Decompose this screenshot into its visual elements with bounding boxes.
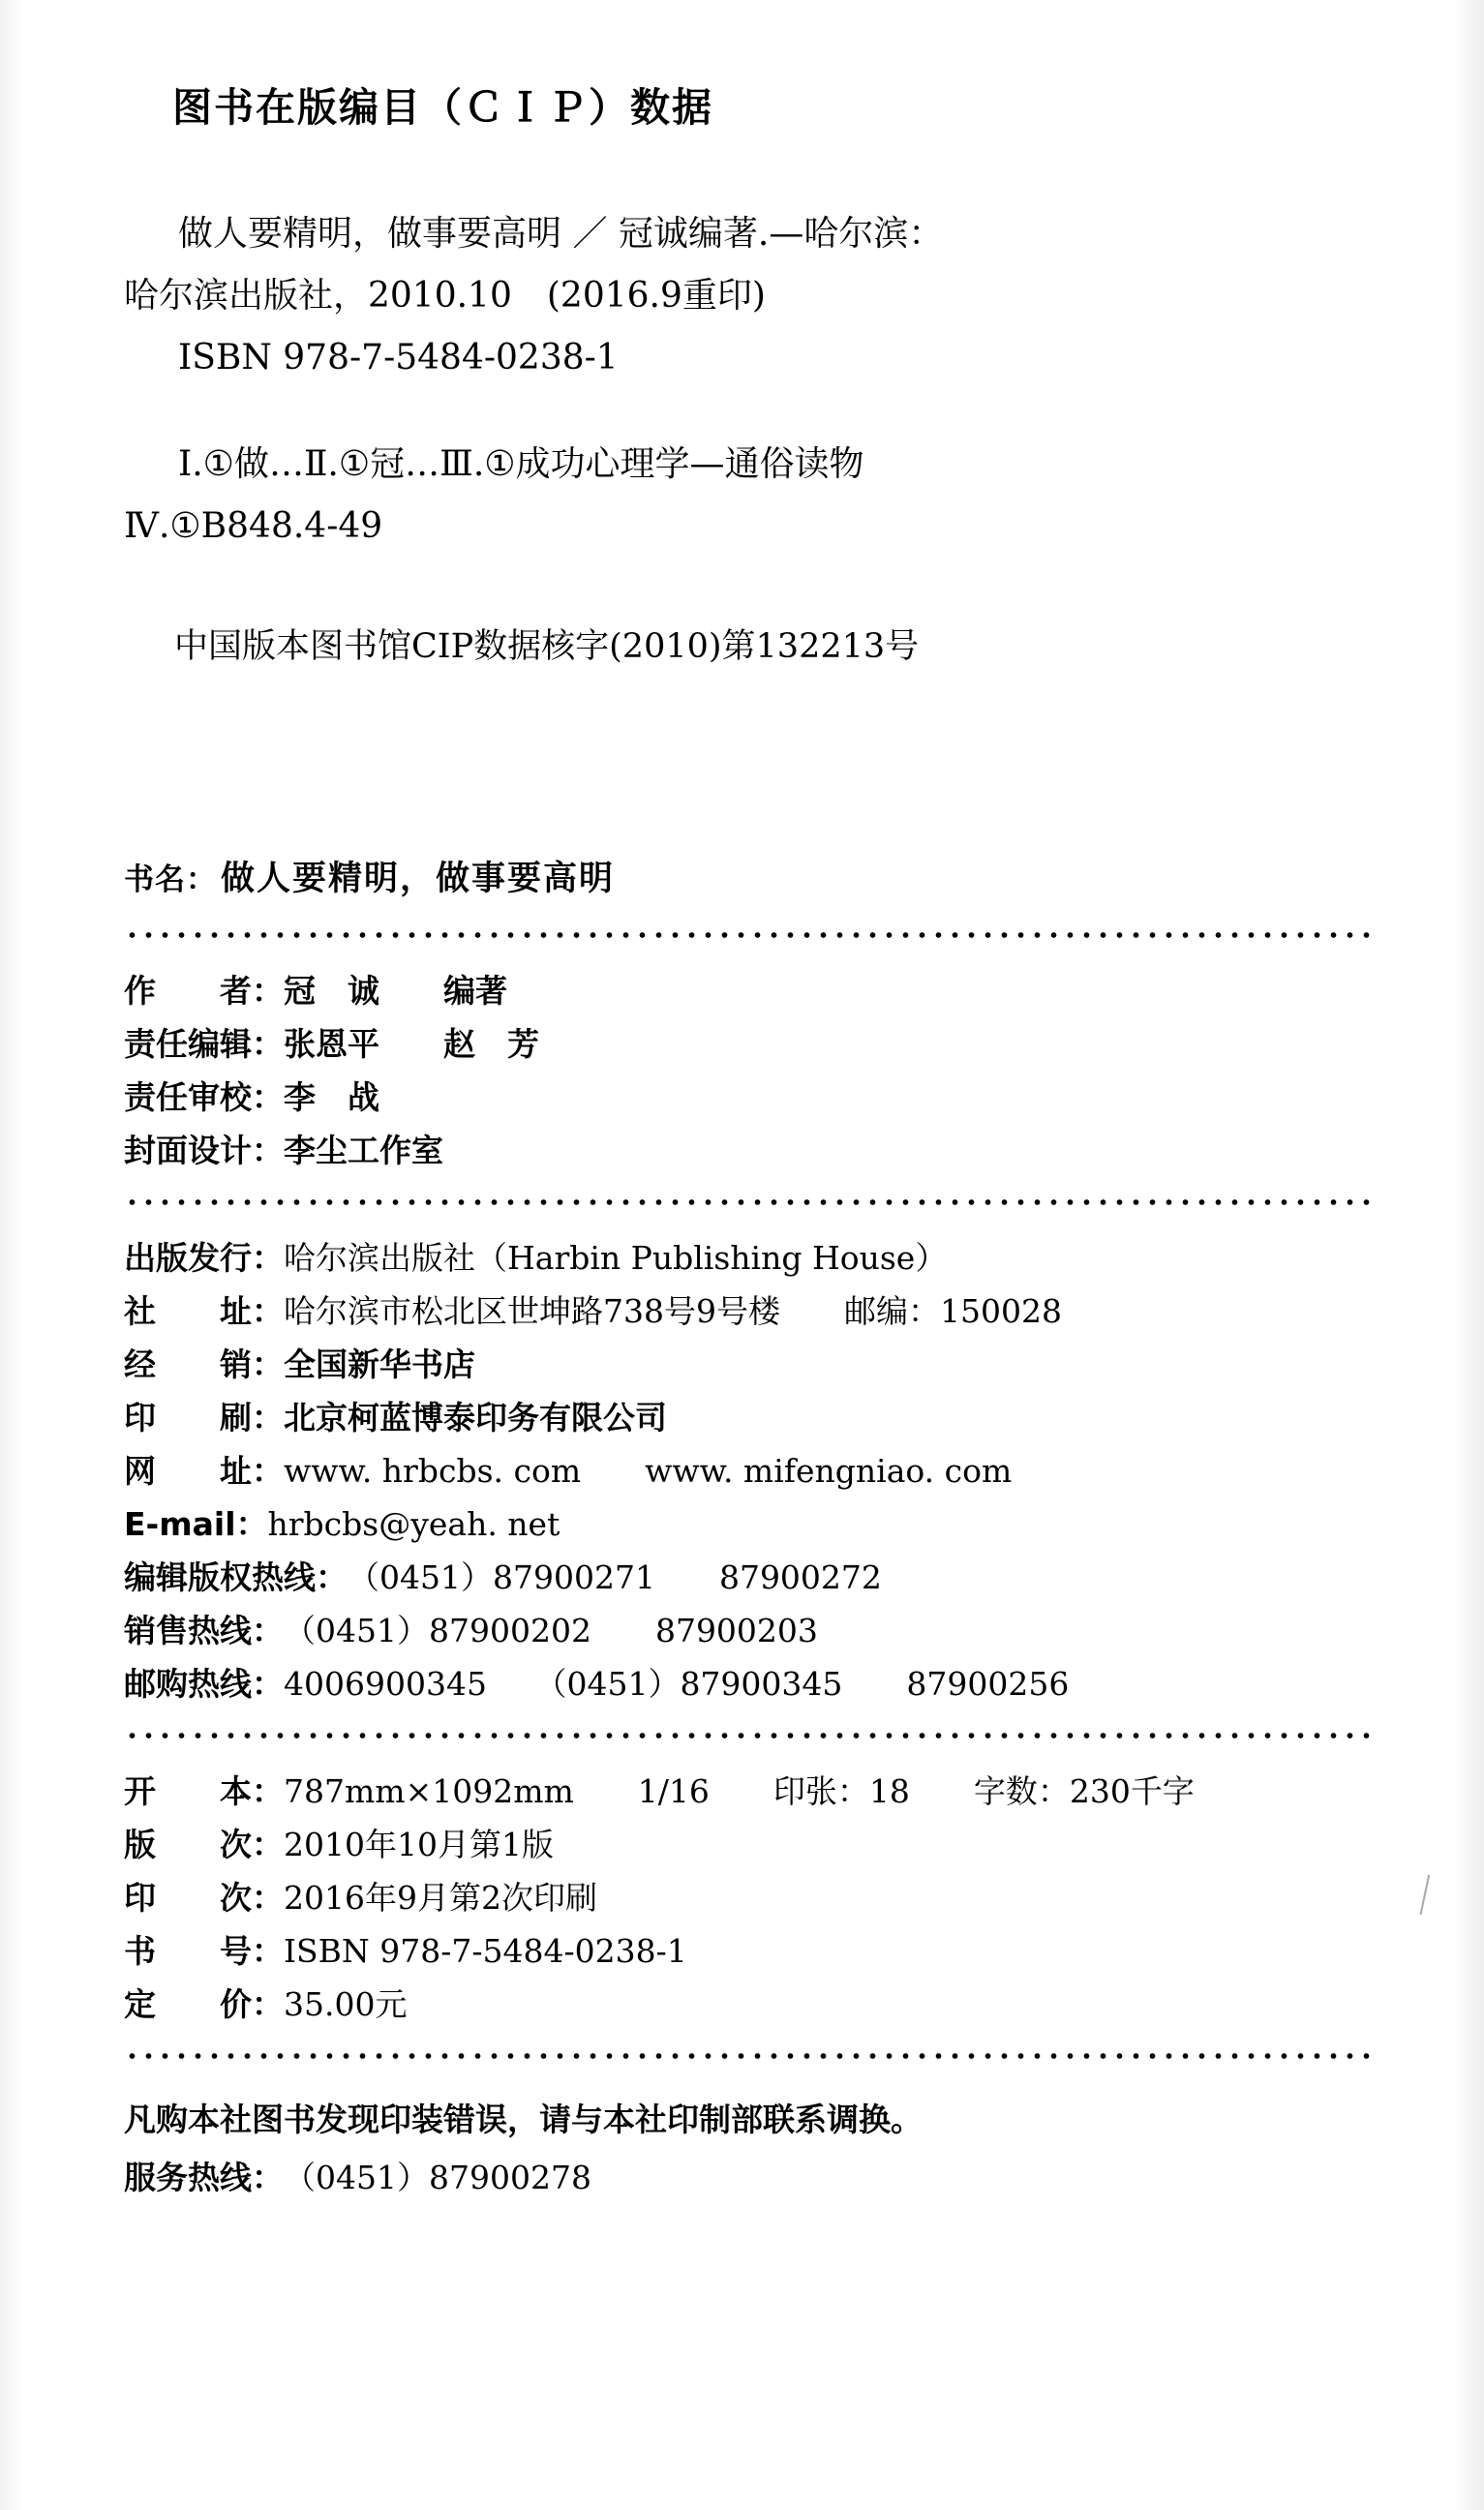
credit-label-proofreader: 责任审校： xyxy=(124,1078,284,1116)
scan-edge-left xyxy=(0,0,25,2510)
spec-value-edition: 2010年10月第1版 xyxy=(284,1826,554,1863)
spec-value-format: 787mm×1092mm 1/16 印张：18 字数：230千字 xyxy=(284,1772,1195,1810)
publisher-row-distribution xyxy=(124,1338,1373,1391)
credit-value-cover-designer: 李尘工作室 xyxy=(284,1132,443,1169)
credit-label-author: 作 者： xyxy=(124,972,284,1010)
credit-value-proofreader: 李 战 xyxy=(284,1078,379,1116)
book-title-value: 做人要精明，做事要高明 xyxy=(221,860,616,898)
cip-body xyxy=(124,203,1382,558)
footer-notice-text: 凡购本社图书发现印装错误，请与本社印制部联系调换。 xyxy=(124,2101,923,2138)
publisher-value-website[interactable]: www. hrbcbs. com www. mifengniao. com xyxy=(284,1452,1013,1490)
publisher-label-printer: 印 刷： xyxy=(124,1399,284,1436)
spec-label-price: 定 价： xyxy=(124,1985,284,2023)
book-title-label: 书名： xyxy=(124,862,217,897)
credit-label-editor: 责任编辑： xyxy=(124,1025,284,1063)
cip-line-classification-2: Ⅳ.①B848.4-49 xyxy=(124,506,383,546)
credit-row-cover-designer xyxy=(124,1124,1373,1177)
credit-row-author xyxy=(124,964,1373,1017)
credit-label-cover-designer: 封面设计： xyxy=(124,1132,284,1169)
publisher-label-mailorder-hotline: 邮购热线： xyxy=(124,1665,284,1703)
publisher-row-issuer xyxy=(124,1231,1373,1285)
spec-row-format xyxy=(124,1765,1373,1818)
divider-dots-1 xyxy=(124,929,1373,941)
spec-value-isbn: ISBN 978-7-5484-0238-1 xyxy=(284,1932,687,1970)
publisher-row-website[interactable] xyxy=(124,1444,1373,1497)
footer-row-notice xyxy=(124,2091,1373,2149)
spec-row-printing xyxy=(124,1871,1373,1924)
credit-row-editor xyxy=(124,1017,1373,1071)
spec-value-printing: 2016年9月第2次印刷 xyxy=(284,1879,597,1917)
spec-value-price: 35.00元 xyxy=(284,1985,408,2023)
footer-group xyxy=(124,2075,1373,2219)
publisher-group xyxy=(124,1222,1373,1722)
publisher-value-distribution: 全国新华书店 xyxy=(284,1346,475,1383)
publisher-value-issuer: 哈尔滨出版社（Harbin Publishing House） xyxy=(284,1239,948,1277)
publisher-label-email: E-mail： xyxy=(124,1505,268,1543)
spec-row-price xyxy=(124,1978,1373,2031)
credits-group xyxy=(124,954,1373,1189)
spec-label-edition: 版 次： xyxy=(124,1826,284,1863)
credit-value-author: 冠 诚 编著 xyxy=(284,972,507,1010)
spec-label-printing: 印 次： xyxy=(124,1879,284,1917)
credit-row-proofreader xyxy=(124,1071,1373,1124)
book-title-row xyxy=(124,852,1373,922)
publisher-label-address: 社 址： xyxy=(124,1292,284,1330)
publisher-label-distribution: 经 销： xyxy=(124,1346,284,1383)
publisher-value-email[interactable]: hrbcbs@yeah. net xyxy=(267,1505,560,1543)
publisher-value-address: 哈尔滨市松北区世坤路738号9号楼 邮编：150028 xyxy=(284,1292,1062,1330)
publisher-row-sales-hotline xyxy=(124,1604,1373,1657)
publisher-value-mailorder-hotline: 4006900345 （0451）87900345 87900256 xyxy=(284,1665,1070,1703)
publisher-row-copyright-hotline xyxy=(124,1551,1373,1604)
spec-label-isbn: 书 号： xyxy=(124,1932,284,1970)
specs-group xyxy=(124,1755,1373,2042)
publisher-label-copyright-hotline: 编辑版权热线： xyxy=(124,1558,348,1596)
cip-line-title: 做人要精明，做事要高明 ／ 冠诚编著.—哈尔滨： xyxy=(178,214,944,254)
publisher-row-mailorder-hotline xyxy=(124,1657,1373,1710)
scan-edge-right xyxy=(1455,0,1484,2510)
divider-dots-3 xyxy=(124,1730,1373,1741)
spec-row-isbn xyxy=(124,1924,1373,1978)
cip-heading: 图书在版编目（ＣＩＰ）数据 xyxy=(172,84,713,131)
publisher-label-website: 网 址： xyxy=(124,1452,284,1490)
credit-value-editor: 张恩平 赵 芳 xyxy=(284,1025,539,1063)
publisher-row-printer xyxy=(124,1391,1373,1444)
cip-line-classification-1: Ⅰ.①做…Ⅱ.①冠…Ⅲ.①成功心理学—通俗读物 xyxy=(178,444,864,484)
footer-row-service-hotline xyxy=(124,2149,1373,2207)
footer-value-service-hotline: （0451）87900278 xyxy=(284,2159,591,2196)
cip-registration-number: 中国版本图书馆CIP数据核字(2010)第132213号 xyxy=(174,627,920,666)
publisher-row-email[interactable] xyxy=(124,1497,1373,1551)
publisher-row-address xyxy=(124,1285,1373,1338)
divider-dots-2 xyxy=(124,1196,1373,1208)
spec-label-format: 开 本： xyxy=(124,1772,284,1810)
colophon xyxy=(124,852,1373,2219)
cip-line-isbn: ISBN 978-7-5484-0238-1 xyxy=(178,338,619,378)
publisher-value-sales-hotline: （0451）87900202 87900203 xyxy=(284,1612,818,1649)
spec-row-edition xyxy=(124,1818,1373,1871)
footer-label-service-hotline: 服务热线： xyxy=(124,2159,284,2196)
publisher-label-issuer: 出版发行： xyxy=(124,1239,284,1277)
publisher-value-copyright-hotline: （0451）87900271 87900272 xyxy=(348,1558,882,1596)
publisher-label-sales-hotline: 销售热线： xyxy=(124,1612,284,1649)
cip-line-publisher: 哈尔滨出版社，2010.10 (2016.9重印) xyxy=(124,276,766,316)
divider-dots-4 xyxy=(124,2050,1373,2062)
scan-artifact-mark xyxy=(1407,1872,1430,1915)
publisher-value-printer: 北京柯蓝博泰印务有限公司 xyxy=(284,1399,667,1436)
